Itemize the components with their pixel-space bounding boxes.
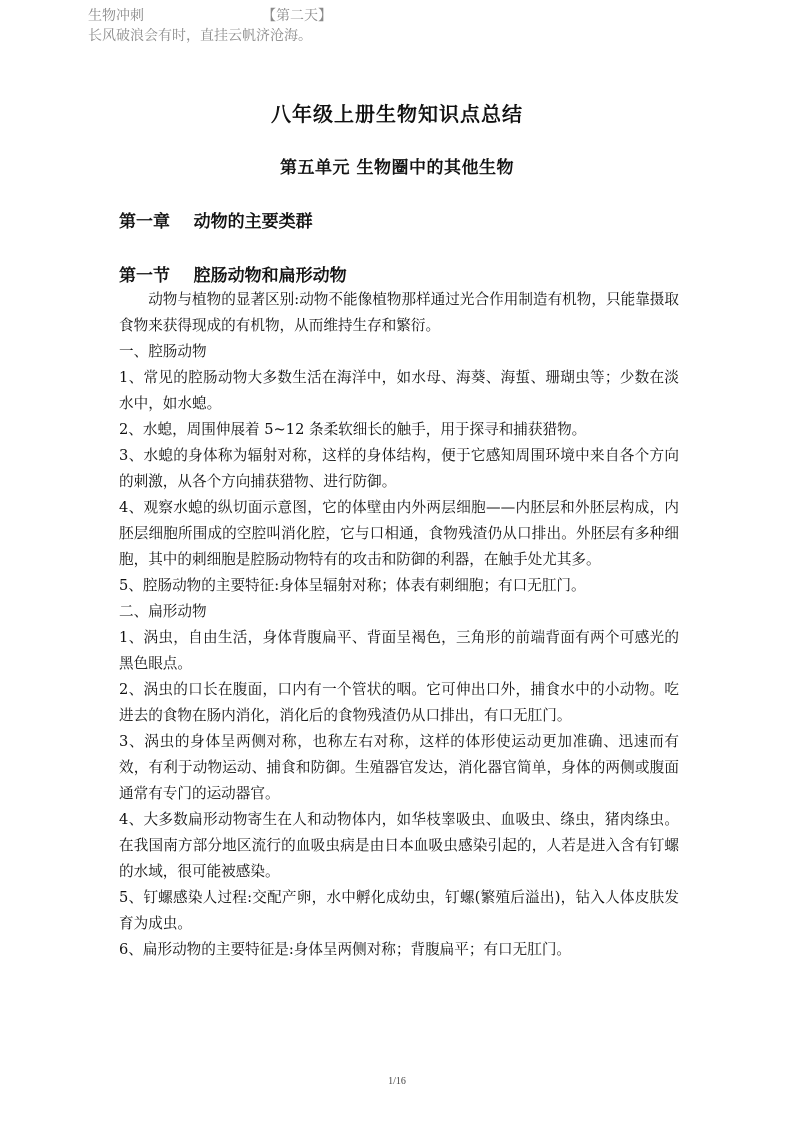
subheading-cnidarians: 一、腔肠动物 [119,343,207,360]
document-title: 八年级上册生物知识点总结 [271,102,523,126]
page-number: 1/16 [388,1076,406,1087]
unit-heading: 第五单元 生物圈中的其他生物 [280,158,514,178]
section-heading: 第一节 腔肠动物和扁形动物 [119,266,347,286]
header-day-label: 【第二天】 [262,8,332,24]
paragraph-item: 1、涡虫，自由生活，身体背腹扁平、背面呈褐色，三角形的前端背面有两个可感光的黑色眼点。 [119,629,679,672]
paragraph-item: 5、钉螺感染人过程:交配产卵，水中孵化成幼虫，钉螺(繁殖后溢出)，钻入人体皮肤发育为成虫。 [119,889,679,932]
page-header [88,6,748,46]
paragraph-item: 1、常见的腔肠动物大多数生活在海洋中，如水母、海葵、海蜇、珊瑚虫等；少数在淡水中，如水螅。 [119,369,679,412]
paragraph-item: 2、涡虫的口长在腹面，口内有一个管状的咽。它可伸出口外，捕食水中的小动物。吃进去的食物在肠内消化，消化后的食物残渣仍从口排出，有口无肛门。 [119,681,679,724]
chapter-heading: 第一章 动物的主要类群 [119,212,313,232]
paragraph-item: 5、腔肠动物的主要特征:身体呈辐射对称；体表有刺细胞；有口无肛门。 [119,577,586,594]
paragraph-item: 3、涡虫的身体呈两侧对称，也称左右对称，这样的体形使运动更加准确、迅速而有效，有利于动物运动、捕食和防御。生殖器官发达，消化器官简单，身体的两侧或腹面通常有专门的运动器官。 [119,733,679,802]
header-label: 生物冲刺 [88,8,144,24]
paragraph-item: 3、水螅的身体称为辐射对称，这样的身体结构，便于它感知周围环境中来自各个方向的刺激，从各个方向捕获猎物、进行防御。 [119,447,679,490]
paragraph-item: 4、观察水螅的纵切面示意图，它的体壁由内外两层细胞——内胚层和外胚层构成，内胚层细胞所围成的空腔叫消化腔，它与口相通，食物残渣仍从口排出。外胚层有多种细胞，其中的刺细胞是腔肠动物特有的攻击和防御的利器，在触手处尤其多。 [119,499,679,568]
subheading-flatworms: 二、扁形动物 [119,603,207,620]
paragraph-item: 2、水螅，周围伸展着 5~12 条柔软细长的触手，用于探寻和捕获猎物。 [119,421,587,438]
header-motto: 长风破浪会有时，直挂云帆济沧海。 [88,28,312,44]
body-content [119,287,679,963]
paragraph-item: 4、大多数扁形动物寄生在人和动物体内，如华枝睾吸虫、血吸虫、绦虫，猪肉绦虫。在我国南方部分地区流行的血吸虫病是由日本血吸虫感染引起的，人若是进入含有钉螺的水域，很可能被感染。 [119,811,679,880]
paragraph-item: 6、扁形动物的主要特征是:身体呈两侧对称；背腹扁平；有口无肛门。 [119,941,572,958]
intro-paragraph: 动物与植物的显著区别:动物不能像植物那样通过光合作用制造有机物，只能靠摄取食物来获得现成的有机物，从而维持生存和繁衍。 [119,291,679,334]
header-row [88,6,748,26]
